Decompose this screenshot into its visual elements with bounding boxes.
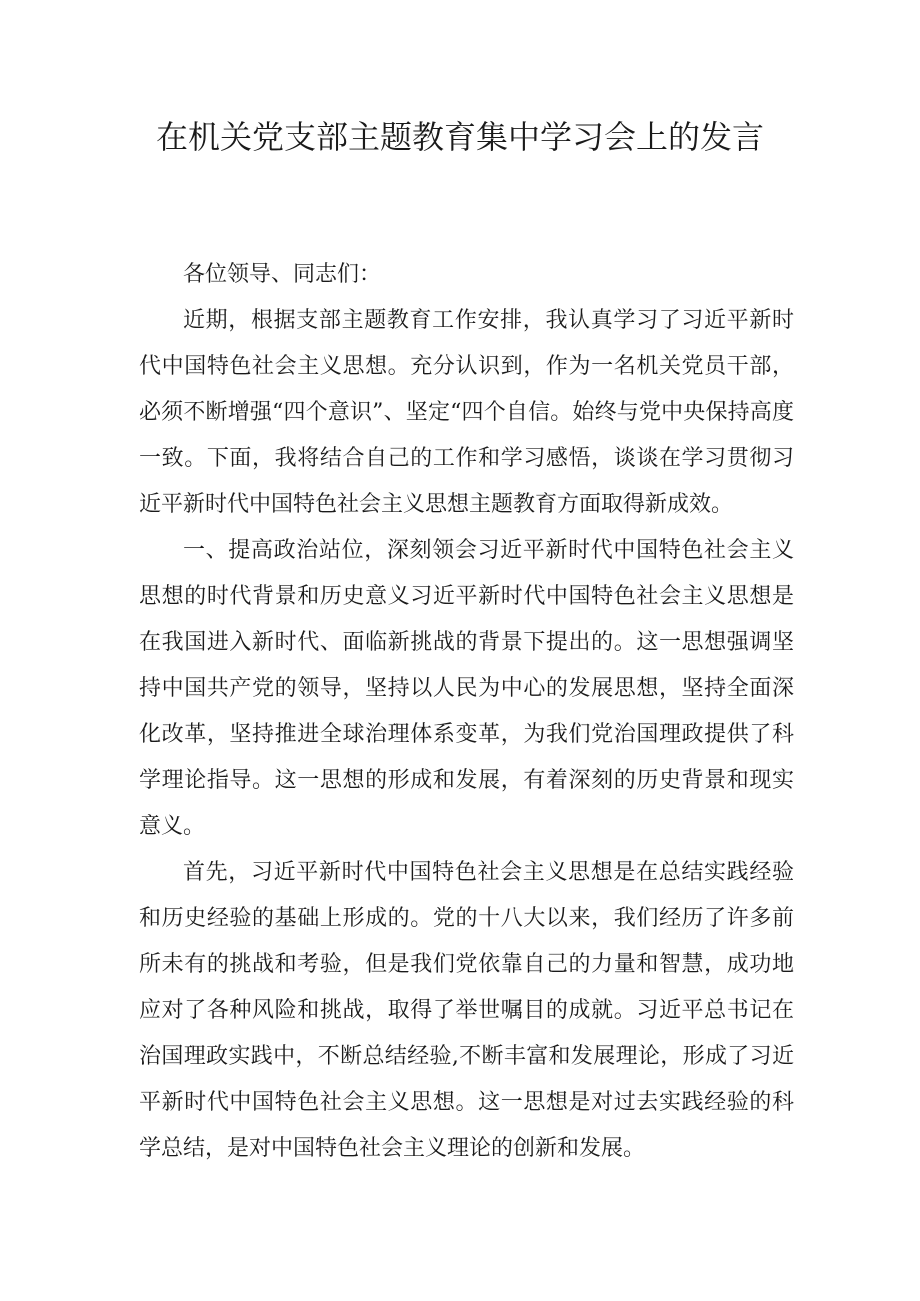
document-body — [139, 252, 794, 1172]
document-title: 在机关党支部主题教育集中学习会上的发言 — [155, 118, 764, 156]
paragraph-first-point: 首先，习近平新时代中国特色社会主义思想是在总结实践经验和历史经验的基础上形成的。党的十八大以来，我们经历了许多前所未有的挑战和考验，但是我们党依靠自己的力量和智慧，成功地应对了各种风险和挑战，取得了举世嘱目的成就。习近平总书记在治国理政实践中，不断总结经验,不断丰富和发展理论，形成了习近平新时代中国特色社会主义思想。这一思想是对过去实践经验的科学总结，是对中国特色社会主义理论的创新和发展。 — [139, 860, 794, 1161]
paragraph-intro: 近期，根据支部主题教育工作安排，我认真学习了习近平新时代中国特色社会主义思想。充分认识到，作为一名机关党员干部，必须不断增强“四个意识”、坚定“四个自信。始终与党中央保持高度一致。下面，我将结合自己的工作和学习感悟，谈谈在学习贯彻习近平新时代中国特色社会主义思想主题教育方面取得新成效。 — [139, 308, 794, 517]
paragraph-section-one: 一、提高政治站位，深刻领会习近平新时代中国特色社会主义思想的时代背景和历史意义习近平新时代中国特色社会主义思想是在我国进入新时代、面临新挑战的背景下提出的。这一思想强调坚持中国共产党的领导，坚持以人民为中心的发展思想，坚持全面深化改革，坚持推进全球治理体系变革，为我们党治国理政提供了科学理论指导。这一思想的形成和发展，有着深刻的历史背景和现实意义。 — [139, 538, 794, 839]
salutation: 各位领导、同志们： — [183, 262, 382, 287]
